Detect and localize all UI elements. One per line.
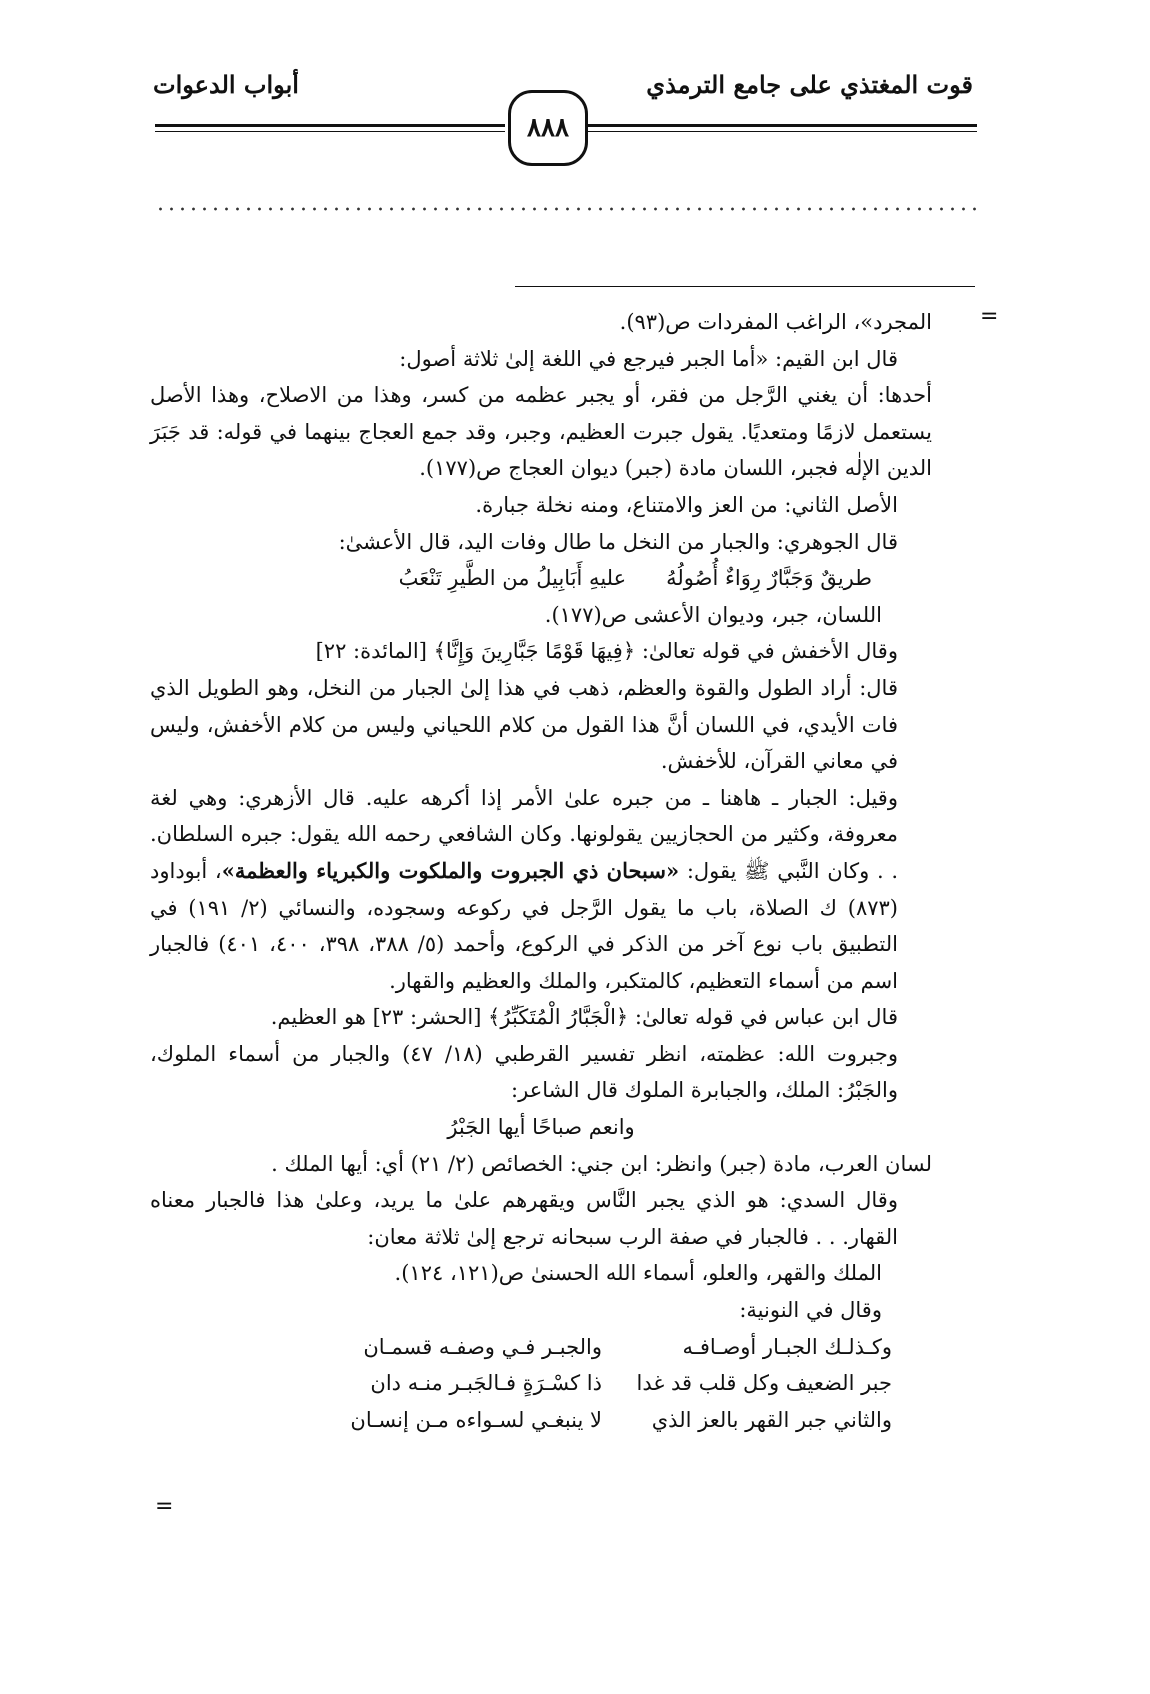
header-rule-right-thin bbox=[555, 131, 977, 132]
footnote-text-run: وقيل: الجبار ـ هاهنا ـ من جبره علىٰ الأمر إذا أكرهه عليه. قال الأزهري: وهي لغة معروفة، وكثير من الحجازيين يقولونها. وكان الشافعي رحمه الله يقول: جبره السلطان. . . وكان النَّبي ﷺ يقول: bbox=[150, 785, 898, 883]
footnote-paragraph: وجبروت الله: عظمته، انظر تفسير القرطبي (١٨/ ٤٧) والجبار من أسماء الملوك، والجَبْرُ: الملك، والجبابرة الملوك قال الشاعر: bbox=[150, 1041, 898, 1103]
poem-first-hemistich: والثاني جبر القهر بالعز الذي bbox=[651, 1407, 892, 1432]
poem-second-hemistich: لا ينبغـي لسـواءه مـن إنسـان bbox=[350, 1407, 602, 1432]
footnote-paragraph: وقال السدي: هو الذي يجبر النَّاس ويقهرهم علىٰ ما يريد، وعلىٰ هذا فالجبار معناه القهار. . . فالجبار في صفة الرب سبحانه ترجع إلىٰ ثلاثة معان: bbox=[150, 1188, 898, 1249]
poem-line bbox=[312, 1329, 892, 1366]
footnote-line: اللسان، جبر، وديوان الأعشى ص(١٧٧). bbox=[544, 602, 882, 627]
footnote-line: قال ابن القيم: «أما الجبر فيرجع في اللغة إلىٰ ثلاثة أصول: bbox=[399, 346, 898, 371]
footnote-line: وقال الأخفش في قوله تعالىٰ: ﴿فِيهَا قَوْمًا جَبَّارِينَ وَإِنَّا﴾ [المائدة: ٢٢] bbox=[315, 639, 898, 664]
footnote-paragraph: أحدها: أن يغني الرَّجل من فقر، أو يجبر عظمه من كسر، وهذا من الاصلاح، وهذا الأصل يستعمل لازمًا ومتعديًا. يقول جبرت العظيم، وجبر، وقد جمع العجاج بينهما في قوله: قد جَبَرَ الدين الإلٰه فجبر، اللسان مادة (جبر) ديوان العجاج ص(١٧٧). bbox=[150, 383, 932, 481]
footnote-text-run: ، أبوداود (٨٧٣) ك الصلاة، باب ما يقول الرَّجل في ركوعه وسجوده، والنسائي (٢/ ١٩١) في التطبيق باب نوع آخر من الذكر في الركوع، وأحمد (٥/ ٣٨٨، ٣٩٨، ٤٠٠، ٤٠١) فالجبار اسم من أسماء التعظيم، كالمتكبر، والملك والعظيم والقهار. bbox=[150, 858, 898, 993]
continued-mark: = bbox=[980, 304, 999, 329]
verse-second-hemistich: عليهِ أَبَابِيلُ من الطَّيرِ تَنْعَبُ bbox=[398, 566, 627, 591]
poem-line bbox=[312, 1365, 892, 1402]
book-title: قوت المغتذي على جامع الترمذي bbox=[646, 70, 973, 99]
poem-second-hemistich: والجبـر فـي وصفـه قسمـان bbox=[363, 1334, 602, 1359]
footnote-paragraph: قال: أراد الطول والقوة والعظم، ذهب في هذا إلىٰ الجبار من النخل، وهو الطويل الذي فات الأيدي، في اللسان أنَّ هذا القول من كلام اللحياني وليس من كلام الأخفش، وليس في معاني القرآن، للأخفش. bbox=[150, 675, 898, 774]
footnote-line: الملك والقهر، والعلو، أسماء الله الحسنىٰ ص(١٢١، ١٢٤). bbox=[394, 1261, 882, 1286]
continues-mark: = bbox=[155, 1494, 174, 1519]
poem-first-hemistich: جبر الضعيف وكل قلب قد غدا bbox=[636, 1371, 892, 1396]
header-rule-right bbox=[555, 124, 977, 127]
footnote-line: وقال في النونية: bbox=[739, 1298, 882, 1323]
hadith-quote: «سبحان ذي الجبروت والملكوت والكبرياء والعظمة» bbox=[221, 857, 680, 883]
footnote-line: الأصل الثاني: من العز والامتناع، ومنه نخلة جبارة. bbox=[475, 492, 898, 517]
header-rule-left bbox=[155, 124, 505, 127]
header-rule-left-thin bbox=[155, 131, 505, 132]
dotted-separator bbox=[155, 206, 977, 212]
poetry-hemistich: وانعم صباحًا أيها الجَبْرُ bbox=[447, 1115, 635, 1140]
footnote-line: قال ابن عباس في قوله تعالىٰ: ﴿الْجَبَّارُ الْمُتَكَبِّرُ﴾ [الحشر: ٢٣] هو العظيم. bbox=[270, 1005, 898, 1030]
footnote-text bbox=[150, 304, 932, 1438]
footnote-line: لسان العرب، مادة (جبر) وانظر: ابن جني: الخصائص (٢/ ٢١) أي: أيها الملك . bbox=[271, 1151, 932, 1176]
chapter-title: أبواب الدعوات bbox=[153, 70, 299, 99]
poem-line bbox=[312, 1402, 892, 1439]
poem-second-hemistich: ذا كسْـرَةٍ فـالجَبـر منـه دان bbox=[370, 1371, 602, 1396]
footnote-rule bbox=[515, 286, 975, 287]
poem-first-hemistich: وكـذلـك الجبـار أوصـافـه bbox=[682, 1334, 892, 1359]
footnote-paragraph bbox=[150, 780, 932, 1000]
nuniyya-poem bbox=[312, 1329, 892, 1439]
verse-line bbox=[150, 560, 932, 597]
page-number: ٨٨٨ bbox=[508, 90, 588, 166]
verse-first-hemistich: طريقٌ وَجَبَّارٌ رِوَاءٌ أُصُولُهُ bbox=[666, 566, 872, 591]
footnote-line: قال الجوهري: والجبار من النخل ما طال وفات اليد، قال الأعشىٰ: bbox=[338, 529, 898, 554]
footnote-line: المجرد»، الراغب المفردات ص(٩٣). bbox=[619, 310, 932, 334]
